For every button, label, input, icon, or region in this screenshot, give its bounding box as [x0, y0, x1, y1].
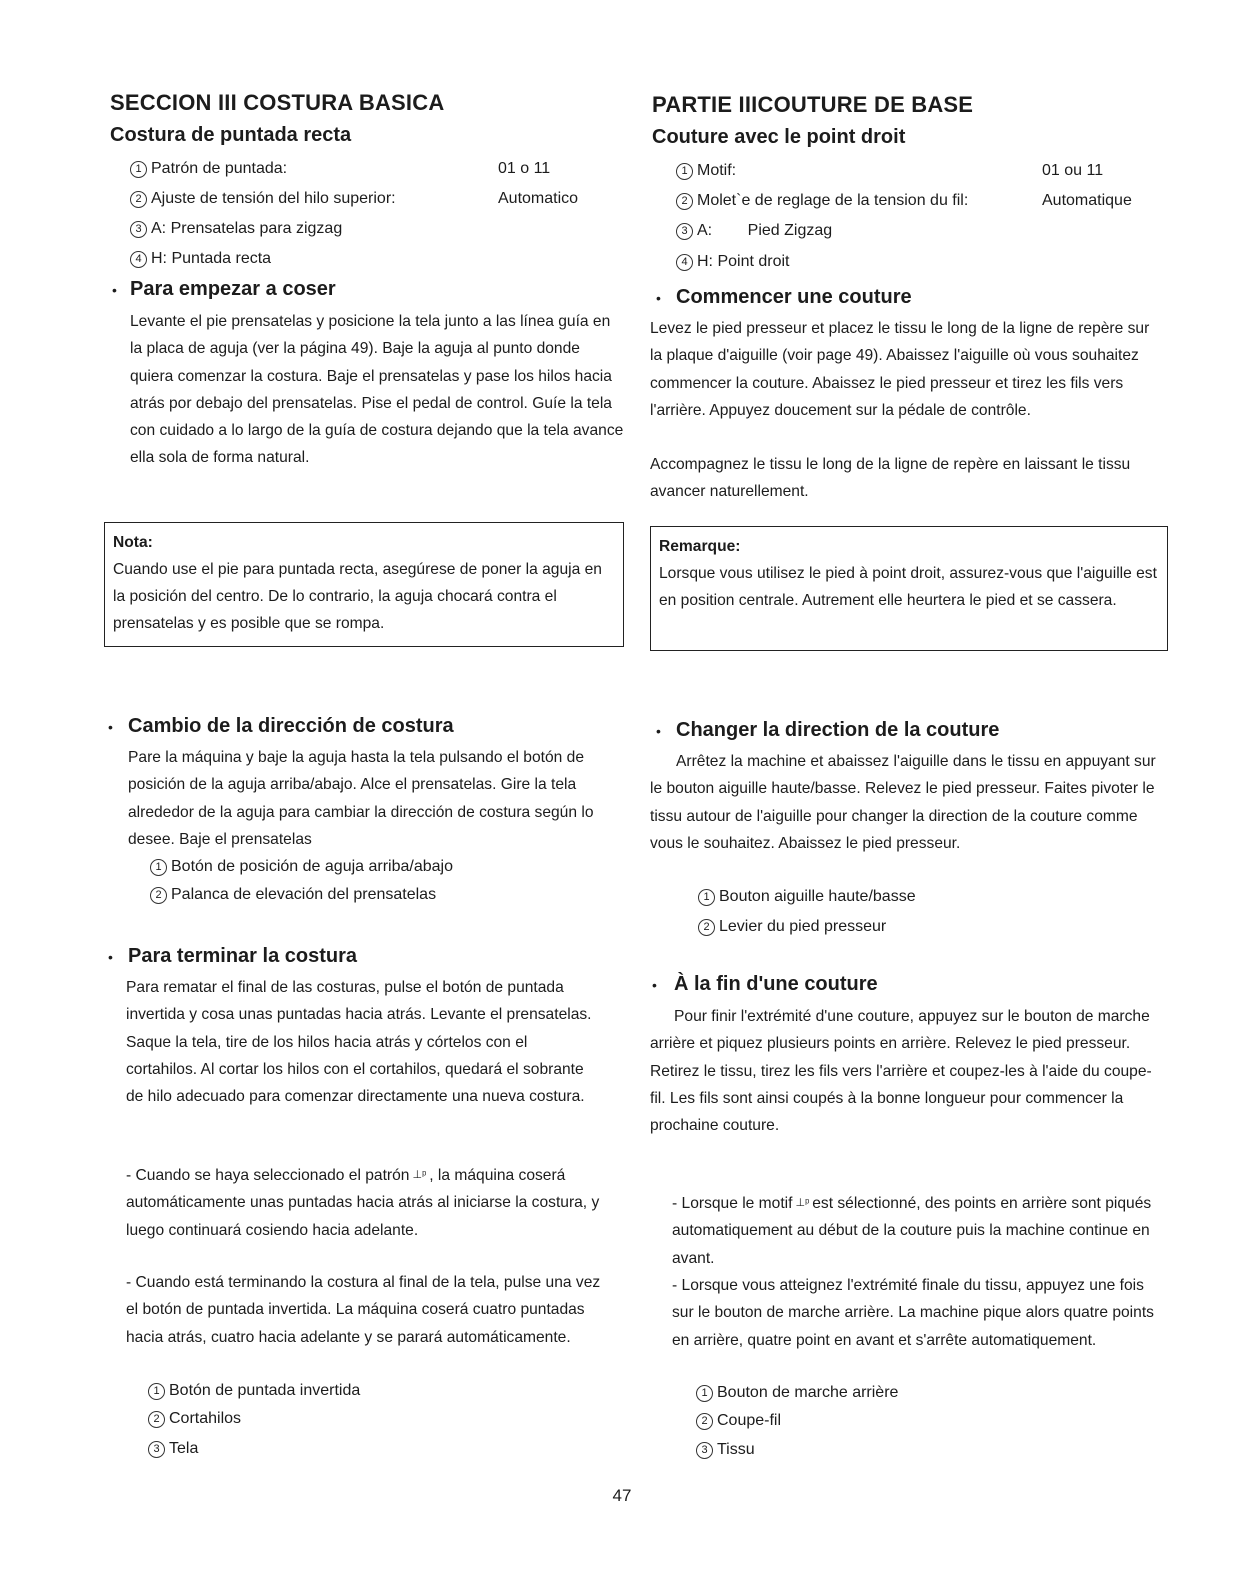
item-label: Levier du pied presseur [719, 918, 887, 935]
item-label: Tissu [717, 1441, 755, 1458]
item-label: Botón de puntada invertida [169, 1382, 361, 1399]
setting-label: Ajuste de tensión del hilo superior: [151, 190, 396, 207]
circled-number-icon: 3 [676, 223, 693, 240]
right-start-text-2: Accompagnez le tissu le long de la ligne de repère en laissant le tissu avancer naturellement. [650, 456, 1131, 501]
left-finish-heading: Para terminar la costura [128, 945, 357, 967]
left-finish-item-2 [148, 1410, 241, 1428]
right-finish-heading: À la fin d'une couture [674, 973, 878, 995]
left-subtitle: Costura de puntada recta [110, 124, 352, 146]
right-setting-3 [676, 222, 832, 240]
right-start-heading: Commencer une couture [676, 286, 912, 308]
right-start-text: Levez le pied presseur et placez le tissu le long de la ligne de repère sur la plaque d'aiguille (voir page 49). Abaissez l'aiguille où vous souhaitez commencer la couture. Abaissez le pied presseur et tirez les fils vers l'arrière. Appuyez doucement sur la pédale de contrôle. [650, 320, 1150, 419]
setting-label: H: Point droit [697, 253, 790, 270]
setting-label: Patrón de puntada: [151, 160, 288, 177]
setting-label: Molet`e de reglage de la tension du fil: [697, 192, 969, 209]
item-label: Palanca de elevación del prensatelas [171, 886, 437, 903]
left-start-text: Levante el pie prensatelas y posicione la tela junto a las línea guía en la placa de aguja (ver la página 49). Baje la aguja al punto donde quiera comenzar la costura. Baje el prensatelas y pase los hilos hacia atrás por debajo del prensatelas. Pise el pedal de control. Guíe la tela con cuidado a lo largo de la guía de costura dejando que la tela avance ella sola de forma natural. [130, 313, 624, 467]
left-finish-item-3 [148, 1440, 198, 1458]
left-finish-item-1 [148, 1382, 360, 1400]
setting-label: Motif: [697, 162, 737, 179]
circled-number-icon: 2 [148, 1411, 165, 1428]
left-setting-2 [130, 190, 396, 208]
circled-number-icon: 3 [130, 221, 147, 238]
circled-number-icon: 1 [130, 161, 147, 178]
bullet-icon: • [112, 282, 117, 298]
right-subtitle: Couture avec le point droit [652, 126, 906, 148]
item-label: Bouton de marche arrière [717, 1384, 899, 1401]
left-setting-2-value: Automatico [498, 190, 579, 207]
left-note-title: Nota: [113, 534, 153, 551]
setting-label: H: Puntada recta [151, 250, 272, 267]
left-setting-4 [130, 250, 271, 268]
note-text-b: est sélectionné, des points en arrière sont piqués automatiquement au début de la couture puis la machine continue en avant. [672, 1195, 1152, 1267]
left-setting-1-value: 01 o 11 [498, 160, 551, 177]
right-setting-4 [676, 253, 789, 271]
setting-label: A: Pied Zigzag [697, 222, 833, 239]
right-finish-item-2 [696, 1412, 781, 1430]
item-label: Cortahilos [169, 1410, 242, 1427]
right-finish-note-1 [672, 1190, 1162, 1272]
circled-number-icon: 2 [698, 919, 715, 936]
note-text-a: - Lorsque le motif [672, 1195, 793, 1212]
left-direction-item-1 [150, 858, 453, 876]
circled-number-icon: 2 [150, 887, 167, 904]
circled-number-icon: 1 [676, 163, 693, 180]
right-setting-2-value: Automatique [1042, 192, 1132, 209]
circled-number-icon: 2 [696, 1413, 713, 1430]
right-note-title: Remarque: [659, 538, 741, 555]
right-setting-2 [676, 192, 968, 210]
right-setting-1-value: 01 ou 11 [1042, 162, 1104, 179]
circled-number-icon: 4 [676, 254, 693, 271]
reverse-stitch-pattern-icon: ⊥ᵖ [412, 1169, 427, 1181]
right-direction-item-2 [698, 918, 886, 936]
right-direction-item-1 [698, 888, 916, 906]
left-finish-text: Para rematar el final de las costuras, pulse el botón de puntada invertida y cosa unas puntadas hacia atrás. Levante el prensatelas. Saque la tela, tire de los hilos hacia atrás y córtelos con el cortahilos. Al cortar los hilos con el cortahilos, quedará el sobrante de hilo adecuado para comenzar directamente una nueva costura. [126, 979, 592, 1106]
left-setting-1 [130, 160, 287, 178]
circled-number-icon: 1 [148, 1383, 165, 1400]
right-note-text: Lorsque vous utilisez le pied à point droit, assurez-vous que l'aiguille est en position centrale. Autrement elle heurtera le pied et se cassera. [659, 565, 1157, 609]
circled-number-icon: 3 [696, 1442, 713, 1459]
bullet-icon: • [108, 949, 113, 965]
item-label: Tela [169, 1440, 199, 1457]
circled-number-icon: 1 [150, 859, 167, 876]
left-section-title: SECCION III COSTURA BASICA [110, 90, 445, 115]
circled-number-icon: 1 [696, 1385, 713, 1402]
circled-number-icon: 2 [676, 193, 693, 210]
item-label: Botón de posición de aguja arriba/abajo [171, 858, 453, 875]
right-direction-heading: Changer la direction de la couture [676, 719, 1000, 741]
bullet-icon: • [656, 723, 661, 739]
right-section-title: PARTIE IIICOUTURE DE BASE [652, 92, 974, 117]
right-setting-1 [676, 162, 736, 180]
left-direction-text: Pare la máquina y baje la aguja hasta la tela pulsando el botón de posición de la aguja arriba/abajo. Alce el prensatelas. Gire la tela alrededor de la aguja para cambiar la dirección de costura según lo desee. Baje el prensatelas [128, 749, 594, 848]
right-finish-note-2: - Lorsque vous atteignez l'extrémité finale du tissu, appuyez une fois sur le bouton de marche arrière. La machine pique alors quatre points en arrière, quatre point en avant et s'arrête automatiquement. [672, 1277, 1154, 1349]
left-note-box [104, 522, 624, 647]
circled-number-icon: 2 [130, 191, 147, 208]
note-text-b: , la máquina coserá automáticamente unas puntadas hacia atrás al iniciarse la costura, y luego continuará cosiendo hacia adelante. [126, 1167, 600, 1239]
bullet-icon: • [108, 719, 113, 735]
note-text-a: - Cuando se haya seleccionado el patrón [126, 1167, 410, 1184]
right-note-box [650, 526, 1168, 651]
left-direction-item-2 [150, 886, 436, 904]
circled-number-icon: 4 [130, 251, 147, 268]
right-finish-text: Pour finir l'extrémité d'une couture, appuyez sur le bouton de marche arrière et piquez plusieurs points en arrière. Relevez le pied presseur. Retirez le tissu, tirez les fils vers l'arrière et coupez-les à l'aide du coupe-fil. Les fils sont ainsi coupés à la bonne longueur pour commencer la prochaine couture. [650, 1008, 1152, 1135]
left-note-text: Cuando use el pie para puntada recta, asegúrese de poner la aguja en la posición del centro. De lo contrario, la aguja chocará contra el prensatelas y es posible que se rompa. [113, 561, 602, 632]
left-finish-note-2: - Cuando está terminando la costura al final de la tela, pulse una vez el botón de puntada invertida. La máquina coserá cuatro puntadas hacia atrás, cuatro hacia adelante y se parará automáticamente. [126, 1274, 601, 1346]
left-direction-heading: Cambio de la dirección de costura [128, 715, 454, 737]
reverse-stitch-pattern-icon: ⊥ᵖ [795, 1197, 810, 1209]
bullet-icon: • [652, 977, 657, 993]
page-number: 47 [612, 1486, 632, 1505]
right-finish-item-3 [696, 1441, 755, 1459]
item-label: Bouton aiguille haute/basse [719, 888, 916, 905]
right-finish-item-1 [696, 1384, 898, 1402]
right-direction-text: Arrêtez la machine et abaissez l'aiguille dans le tissu en appuyant sur le bouton aiguille haute/basse. Relevez le pied presseur. Faites pivoter le tissu autour de l'aiguille pour changer la direction de la couture comme vous le souhaitez. Abaissez le pied presseur. [650, 753, 1156, 852]
left-setting-3 [130, 220, 342, 238]
setting-label: A: Prensatelas para zigzag [151, 220, 343, 237]
circled-number-icon: 3 [148, 1441, 165, 1458]
bullet-icon: • [656, 290, 661, 306]
left-start-heading: Para empezar a coser [130, 278, 336, 300]
left-finish-note-1 [126, 1162, 602, 1244]
item-label: Coupe-fil [717, 1412, 782, 1429]
circled-number-icon: 1 [698, 889, 715, 906]
